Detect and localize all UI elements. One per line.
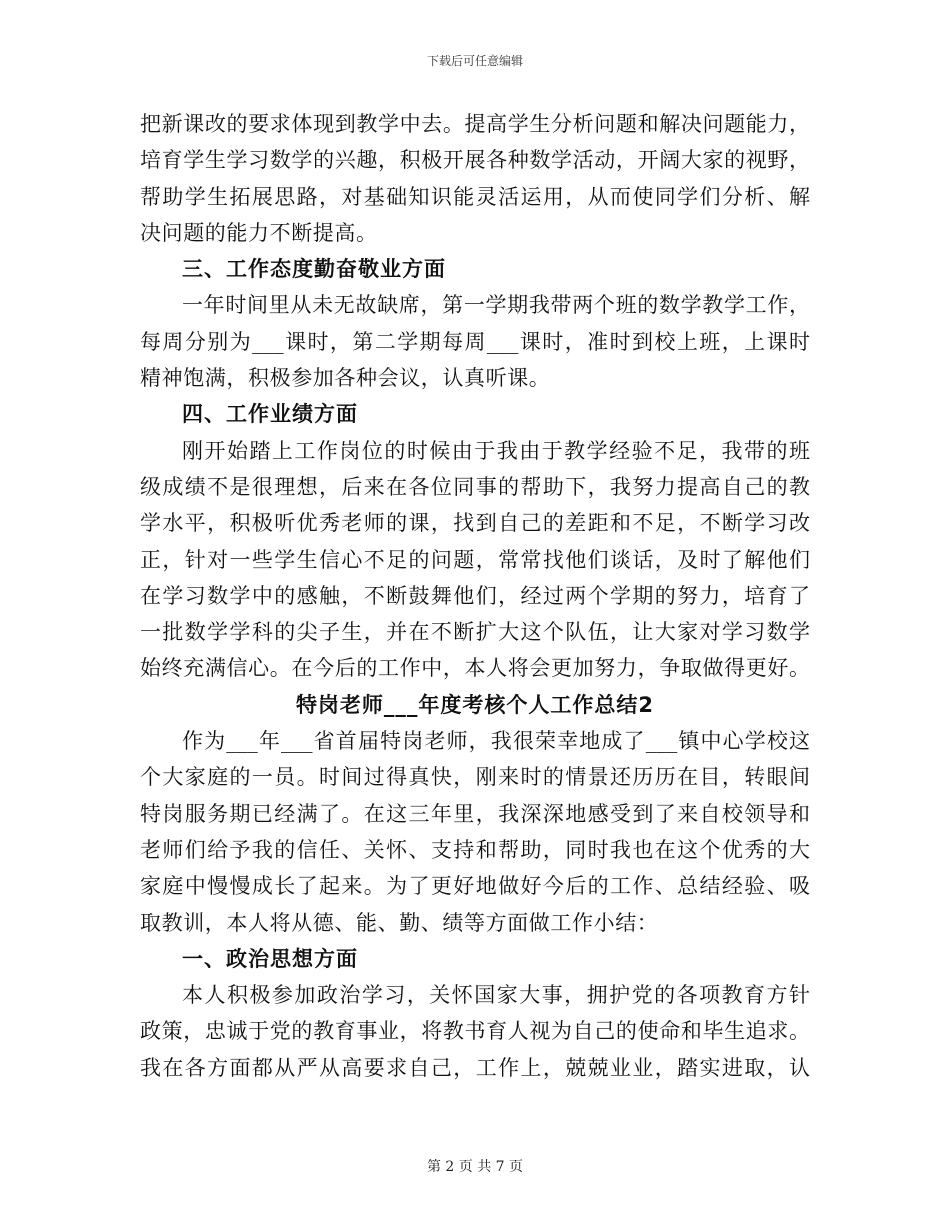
section-heading: 三、工作态度勤奋敬业方面 [182, 257, 446, 282]
page-header-note: 下载后可任意编辑 [426, 54, 523, 68]
body-line: 老师们给予我的信任、关怀、支持和帮助，同时我也在这个优秀的大 [140, 837, 810, 862]
body-line: 本人积极参加政治学习，关怀国家大事，拥护党的各项教育方针 [182, 983, 810, 1008]
body-line: 个大家庭的一员。时间过得真快，刚来时的情景还历历在目，转眼间 [140, 765, 810, 790]
body-line: 家庭中慢慢成长了起来。为了更好地做好今后的工作、总结经验、吸 [140, 874, 810, 899]
body-line: 每周分别为___课时，第二学期每周___课时，准时到校上班，上课时 [140, 329, 810, 354]
body-line: 帮助学生拓展思路，对基础知识能灵活运用，从而使同学们分析、解 [140, 184, 810, 209]
body-line: 作为___年___省首届特岗老师，我很荣幸地成了___镇中心学校这 [182, 729, 810, 754]
body-line: 正，针对一些学生信心不足的问题，常常找他们谈话，及时了解他们 [140, 547, 810, 572]
section-heading: 一、政治思想方面 [182, 946, 358, 971]
body-line: 决问题的能力不断提高。 [140, 220, 378, 245]
body-line: 刚开始踏上工作岗位的时候由于我由于教学经验不足，我带的班 [182, 438, 810, 463]
document-body [140, 106, 810, 1086]
body-line: 始终充满信心。在今后的工作中，本人将会更加努力，争取做得更好。 [140, 656, 810, 681]
body-line: 精神饱满，积极参加各种会议，认真听课。 [140, 366, 551, 391]
body-line: 取教训，本人将从德、能、勤、绩等方面做工作小结： [140, 910, 659, 935]
body-line: 级成绩不是很理想，后来在各位同事的帮助下，我努力提高自己的教 [140, 474, 810, 499]
page-number-footer: 第 2 页 共 7 页 [426, 1159, 524, 1175]
body-line: 一年时间里从未无故缺席，第一学期我带两个班的数学教学工作， [182, 293, 810, 318]
document-title: 特岗老师___年度考核个人工作总结2 [295, 692, 655, 717]
body-line: 把新课改的要求体现到教学中去。提高学生分析问题和解决问题能力， [140, 112, 810, 136]
body-line: 政策，忠诚于党的教育事业，将教书育人视为自己的使命和毕生追求。 [140, 1019, 810, 1044]
body-line: 学水平，积极听优秀老师的课，找到自己的差距和不足，不断学习改 [140, 511, 810, 536]
section-heading: 四、工作业绩方面 [182, 402, 358, 427]
body-line: 在学习数学中的感触，不断鼓舞他们，经过两个学期的努力，培育了 [140, 583, 810, 608]
body-line: 一批数学学科的尖子生，并在不断扩大这个队伍，让大家对学习数学 [140, 620, 810, 645]
body-line: 特岗服务期已经满了。在这三年里，我深深地感受到了来自校领导和 [140, 801, 810, 826]
body-line: 培育学生学习数学的兴趣，积极开展各种数学活动，开阔大家的视野， [140, 148, 810, 173]
body-line: 我在各方面都从严从高要求自己，工作上，兢兢业业，踏实进取，认 [140, 1055, 810, 1080]
